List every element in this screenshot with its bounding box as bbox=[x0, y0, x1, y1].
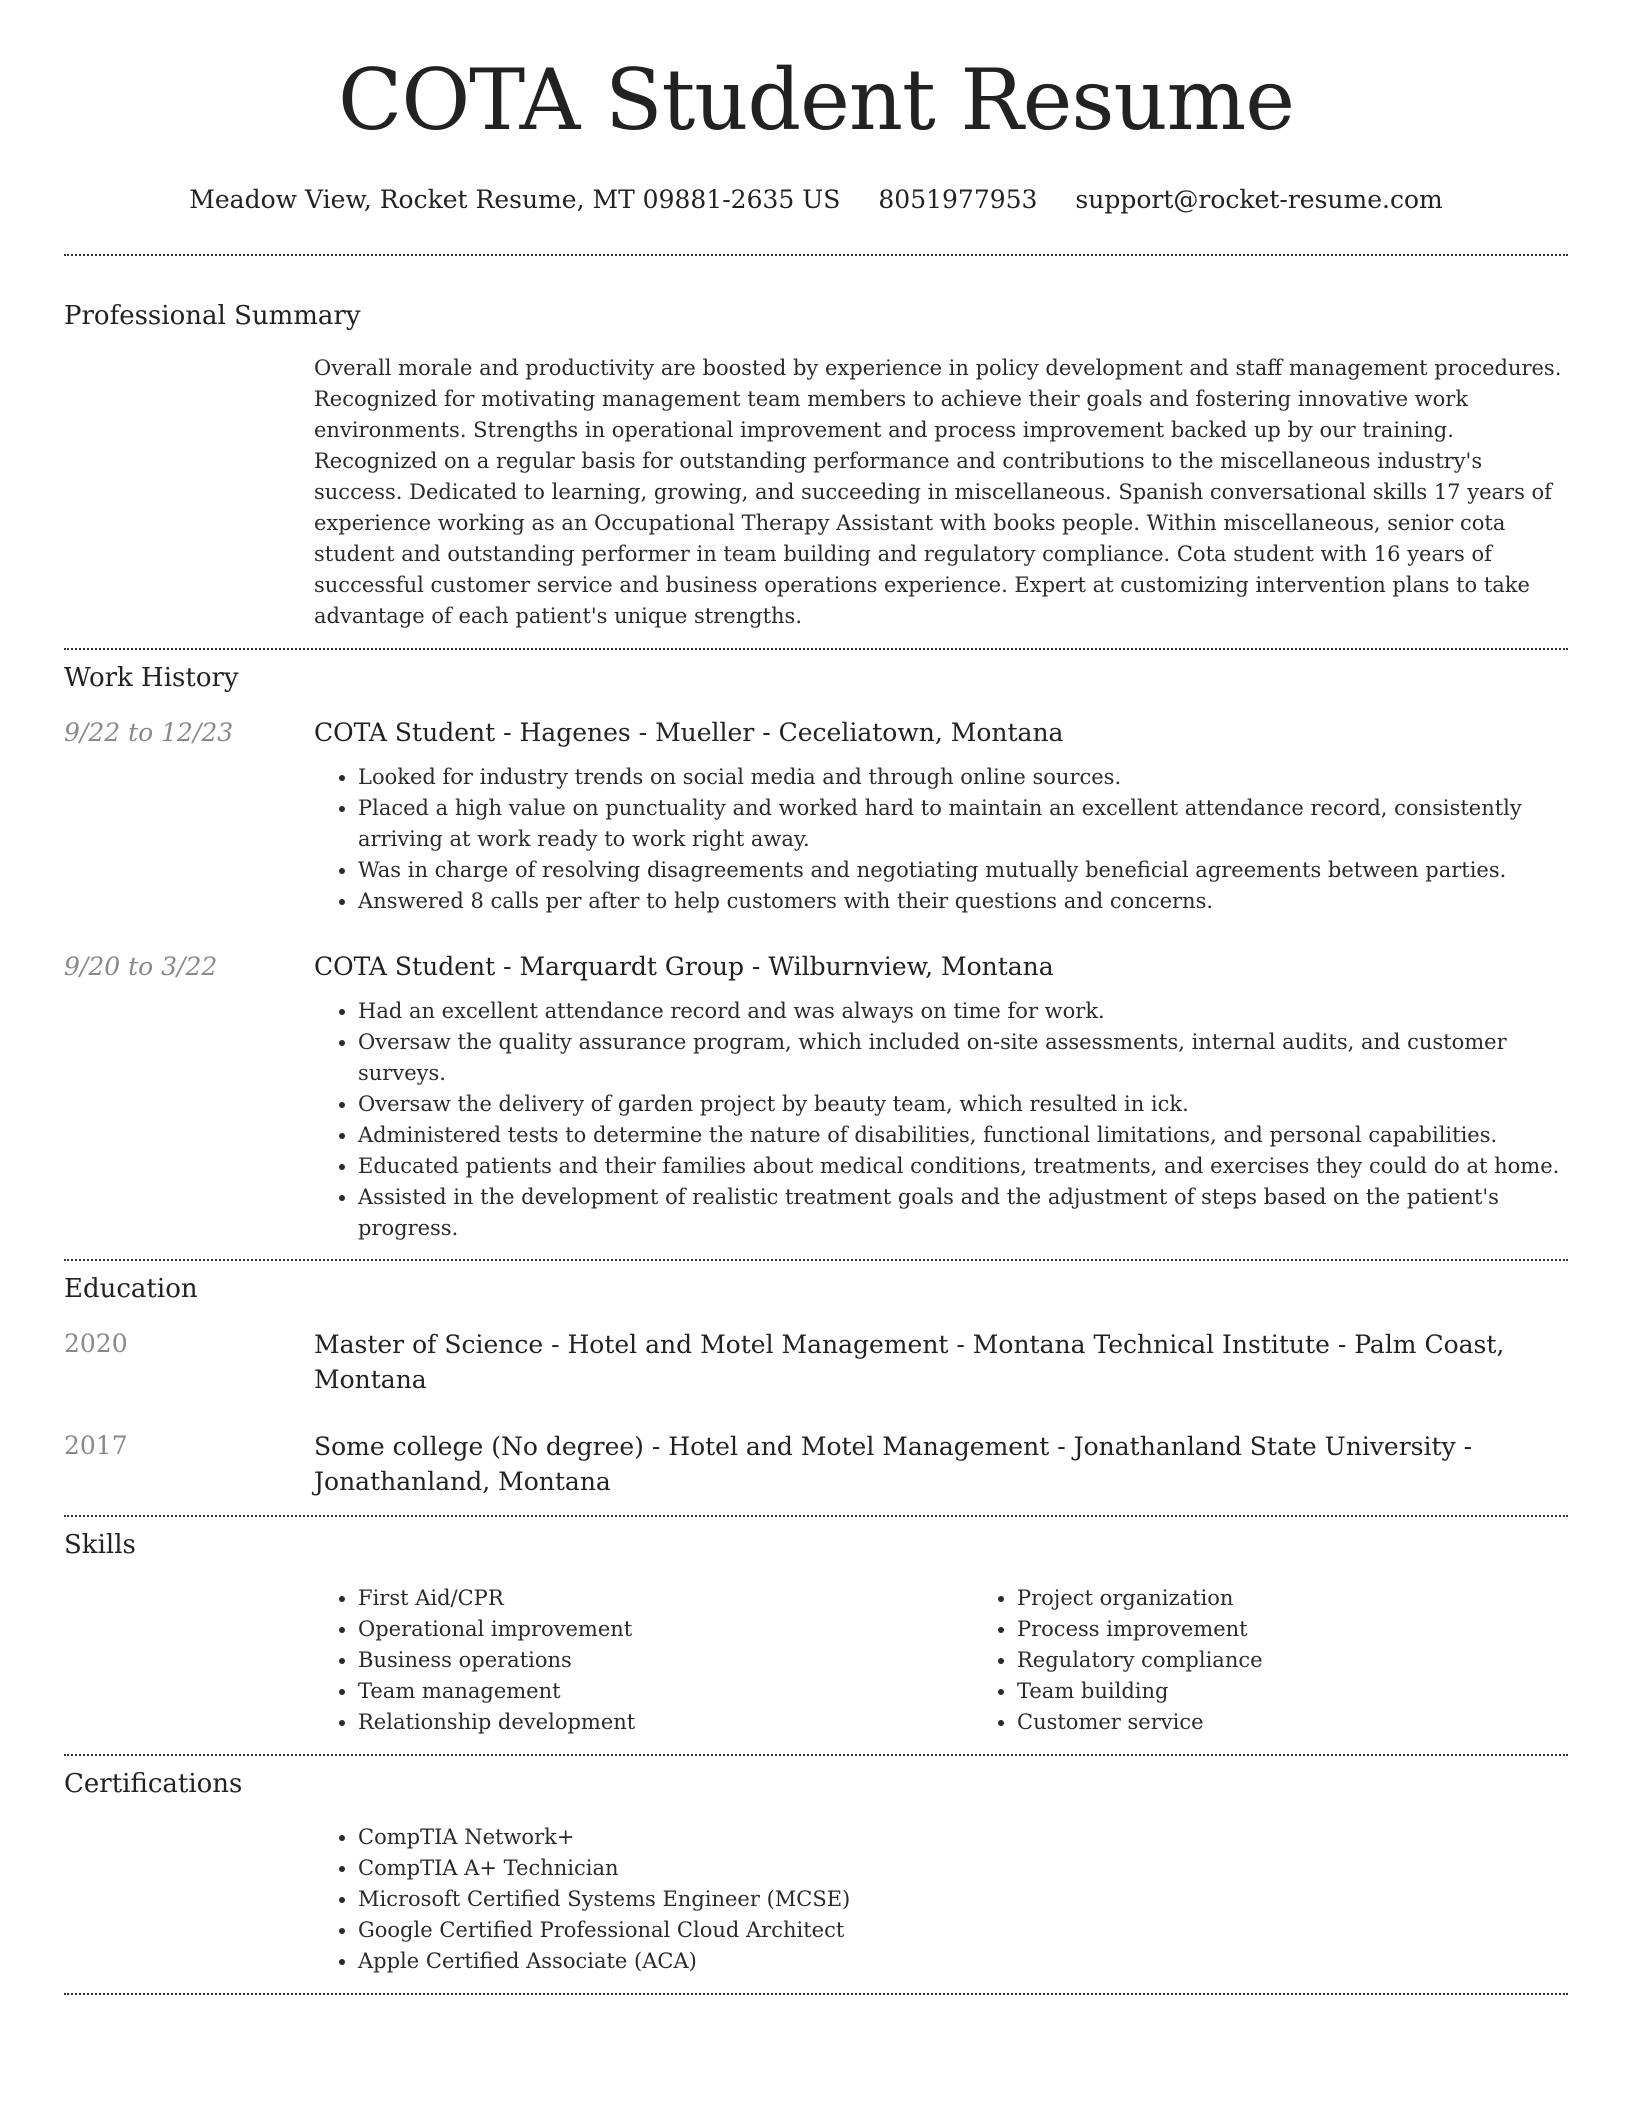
divider bbox=[64, 1515, 1568, 1517]
contact-phone: 8051977953 bbox=[878, 185, 1038, 214]
education-text: Master of Science - Hotel and Motel Management - Montana Technical Institute - Palm Coast, Montana bbox=[314, 1330, 1505, 1394]
job-bullets bbox=[314, 996, 1568, 1244]
section-title-skills: Skills bbox=[64, 1530, 136, 1560]
section-certifications bbox=[64, 1768, 1568, 1977]
job-dates: 9/20 to 3/22 bbox=[64, 952, 218, 981]
skill-item: • Relationship development bbox=[358, 1707, 973, 1738]
job-bullet: • Looked for industry trends on social media and through online sources. bbox=[358, 762, 1568, 793]
divider bbox=[64, 254, 1568, 256]
job-bullet: • Administered tests to determine the nature of disabilities, functional limitations, and personal capabilities. bbox=[358, 1120, 1568, 1151]
divider bbox=[64, 1754, 1568, 1756]
job-title: COTA Student - Hagenes - Mueller - Ceceliatown, Montana bbox=[314, 718, 1064, 747]
skill-item: • Regulatory compliance bbox=[1017, 1645, 1632, 1676]
certification-item: • Microsoft Certified Systems Engineer (MCSE) bbox=[358, 1884, 1568, 1915]
education-text: Some college (No degree) - Hotel and Motel Management - Jonathanland State University - Jonathanland, Montana bbox=[314, 1432, 1473, 1496]
section-skills bbox=[64, 1529, 1568, 1738]
education-year: 2020 bbox=[64, 1329, 128, 1358]
section-title-education: Education bbox=[64, 1274, 198, 1304]
job-dates: 9/22 to 12/23 bbox=[64, 718, 234, 747]
section-title-summary: Professional Summary bbox=[64, 301, 361, 331]
divider bbox=[64, 1259, 1568, 1261]
section-work-history bbox=[64, 662, 1568, 1244]
skill-item: • Business operations bbox=[358, 1645, 973, 1676]
skill-item: • Team building bbox=[1017, 1676, 1632, 1707]
skill-item: • Operational improvement bbox=[358, 1614, 973, 1645]
job-bullet: • Was in charge of resolving disagreements and negotiating mutually beneficial agreements between parties. bbox=[358, 855, 1568, 886]
job-bullet: • Assisted in the development of realistic treatment goals and the adjustment of steps based on the patient's progress. bbox=[358, 1182, 1568, 1244]
job-entry bbox=[64, 950, 1568, 1244]
contact-email: support@rocket-resume.com bbox=[1075, 185, 1443, 214]
contact-address: Meadow View, Rocket Resume, MT 09881-2635 US bbox=[189, 185, 841, 214]
summary-text: Overall morale and productivity are boosted by experience in policy development and staff management procedures. Recognized for motivating management team members to achieve their goals and fostering innovative work environments. Strengths in operational improvement and process improvement backed up by our training. Recognized on a regular basis for outstanding performance and contributions to the miscellaneous industry's success. Dedicated to learning, growing, and succeeding in miscellaneous. Spanish conversational skills 17 years of experience working as an Occupational Therapy Assistant with books people. Within miscellaneous, senior cota student and outstanding performer in team building and regulatory compliance. Cota student with 16 years of successful customer service and business operations experience. Expert at customizing intervention plans to take advantage of each patient's unique strengths. bbox=[314, 356, 1562, 628]
certification-item: • Google Certified Professional Cloud Architect bbox=[358, 1915, 1568, 1946]
job-bullet: • Educated patients and their families about medical conditions, treatments, and exercises they could do at home. bbox=[358, 1151, 1568, 1182]
divider bbox=[64, 648, 1568, 650]
job-bullet: • Oversaw the delivery of garden project by beauty team, which resulted in ick. bbox=[358, 1089, 1568, 1120]
certification-item: • Apple Certified Associate (ACA) bbox=[358, 1946, 1568, 1977]
skill-item: • Customer service bbox=[1017, 1707, 1632, 1738]
job-bullet: • Answered 8 calls per after to help customers with their questions and concerns. bbox=[358, 886, 1568, 917]
job-bullet: • Oversaw the quality assurance program, which included on-site assessments, internal audits, and customer surveys. bbox=[358, 1027, 1568, 1089]
divider bbox=[64, 1993, 1568, 1995]
section-title-work: Work History bbox=[64, 663, 239, 693]
certification-item: • CompTIA Network+ bbox=[358, 1822, 1568, 1853]
job-entry bbox=[64, 716, 1568, 917]
certification-item: • CompTIA A+ Technician bbox=[358, 1853, 1568, 1884]
skill-item: • Process improvement bbox=[1017, 1614, 1632, 1645]
contact-line bbox=[64, 184, 1568, 216]
education-year: 2017 bbox=[64, 1431, 128, 1460]
job-bullet: • Placed a high value on punctuality and worked hard to maintain an excellent attendance record, consistently arriving at work ready to work right away. bbox=[358, 793, 1568, 855]
skill-item: • Project organization bbox=[1017, 1583, 1632, 1614]
job-title: COTA Student - Marquardt Group - Wilburnview, Montana bbox=[314, 952, 1054, 981]
skill-item: • Team management bbox=[358, 1676, 973, 1707]
resume-name: COTA Student Resume bbox=[338, 51, 1294, 149]
job-bullet: • Had an excellent attendance record and was always on time for work. bbox=[358, 996, 1568, 1027]
certifications-list bbox=[314, 1822, 1568, 1977]
skills-list-left bbox=[314, 1583, 973, 1738]
resume-page bbox=[64, 0, 1568, 1995]
skills-list-right bbox=[973, 1583, 1632, 1738]
education-entry bbox=[64, 1327, 1568, 1397]
job-bullets bbox=[314, 762, 1568, 917]
skill-item: • First Aid/CPR bbox=[358, 1583, 973, 1614]
section-summary bbox=[64, 300, 1568, 632]
section-title-certifications: Certifications bbox=[64, 1769, 243, 1799]
education-entry bbox=[64, 1429, 1568, 1499]
section-education bbox=[64, 1273, 1568, 1499]
